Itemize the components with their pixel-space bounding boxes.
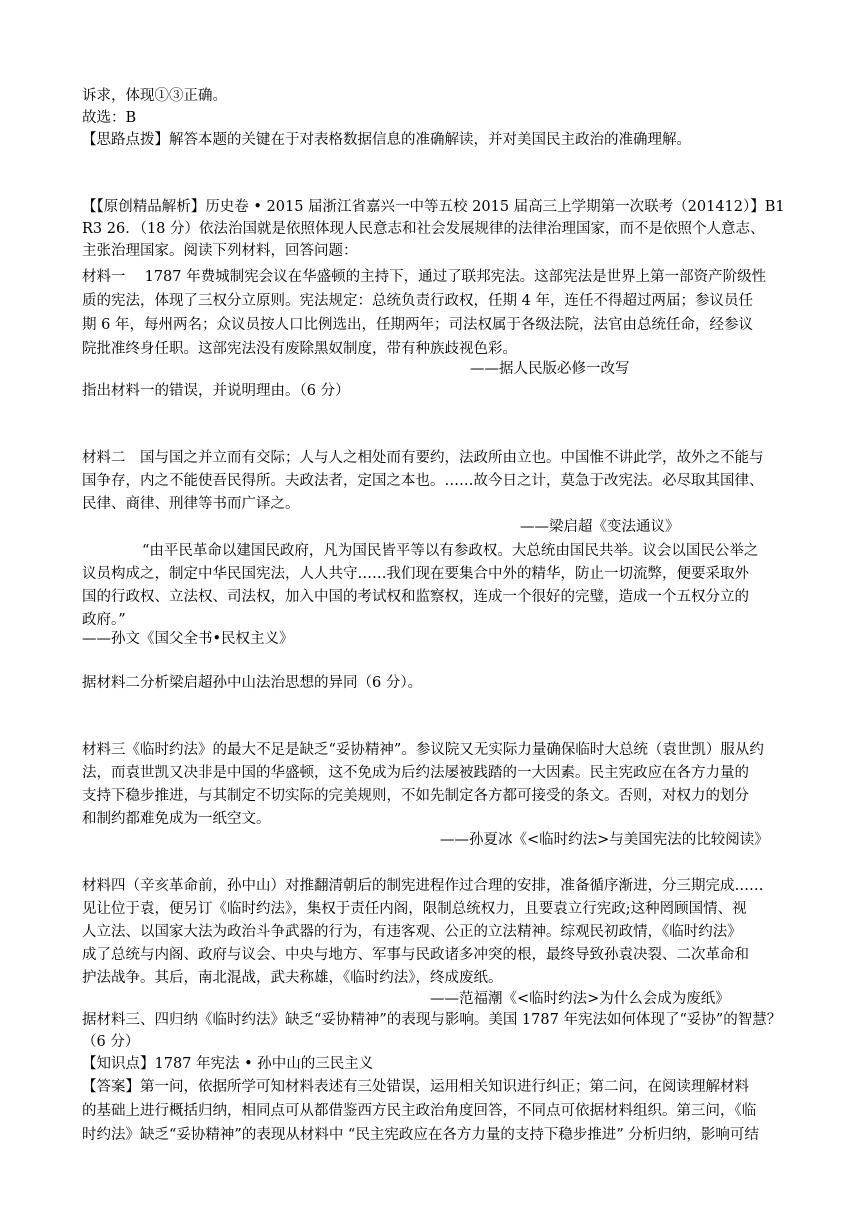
- answer-text: 时约法》缺乏“妥协精神”的表现从材料中 “民主宪政应在各方力量的支持下稳步推进” 分析归纳，影响可结: [82, 1127, 759, 1143]
- material-one: 院批准终身任职。这部宪法没有废除黑奴制度，带有种族歧视色彩。: [82, 341, 517, 357]
- material-three: 法，而袁世凯又决非是中国的华盛顿，这不免成为后约法屡被践踏的一大因素。民主宪政应在各方力量的: [82, 765, 749, 781]
- material-one: 期 6 年，每州两名；众议员按人口比例选出，任期两年；司法权属于各级法院，法官由总统任命，经参议: [82, 317, 753, 333]
- source-citation: ——孙文《国父全书•民权主义》: [82, 631, 294, 647]
- material-two: 国争存，内之不能使吾民得所。夫政法者，定国之本也。……故今日之计，莫急于改宪法。必尽取其国律、: [82, 473, 764, 489]
- material-four: 成了总统与内阁、政府与议会、中央与地方、军事与民政诸多冲突的根，最终导致孙袁决裂、二次革命和: [82, 947, 749, 963]
- text-line: 诉求，体现①③正确。: [82, 88, 227, 104]
- material-one: 材料一 1787 年费城制宪会议在华盛顿的主持下，通过了联邦宪法。这部宪法是世界上第一部资产阶级性: [82, 269, 767, 285]
- answer-text: 的基础上进行概括归纳，相同点可从都借鉴西方民主政治角度回答，不同点可依据材料组织。第三问，《临: [82, 1103, 757, 1119]
- question-prompt: 据材料二分析梁启超孙中山法治思想的异同（6 分）。: [82, 675, 423, 691]
- material-three: 材料三《临时约法》的最大不足是缺乏“妥协精神”。参议院又无实际力量确保临时大总统（袁世凯）服从约: [82, 742, 764, 758]
- material-two-quote: 政府。”: [82, 612, 126, 628]
- material-four: 人立法、以国家大法为政治斗争武器的行为，有违客观、公正的立法精神。综观民初政情，《临时约法》: [82, 924, 742, 940]
- source-citation: ——梁启超《变法通议》: [520, 519, 680, 535]
- material-three: 支持下稳步推进，与其制定不切实际的完美规则，不如先制定各方都可接受的条文。否则，对权力的划分: [82, 788, 749, 804]
- question-header: R3 26．（18 分）依法治国就是依照体现人民意志和社会发展规律的法律治理国家，而不是依照个人意志、: [82, 221, 765, 237]
- question-prompt: 据材料三、四归纳《临时约法》缺乏“妥协精神”的表现与影响。美国 1787 年宪法如何体现了“妥协”的智慧？: [82, 1012, 782, 1028]
- question-prompt: 指出材料一的错误，并说明理由。（6 分）: [82, 383, 350, 399]
- question-prompt: （6 分）: [82, 1034, 140, 1050]
- question-header: 【【原创精品解析】历史卷 • 2015 届浙江省嘉兴一中等五校 2015 届高三上学期第一次联考（201412）】B1: [82, 199, 785, 215]
- text-line: 故选：B: [82, 110, 137, 126]
- question-header: 主张治理国家。阅读下列材料，回答问题：: [82, 243, 358, 259]
- knowledge-point: 【知识点】1787 年宪法 • 孙中山的三民主义: [82, 1056, 374, 1072]
- material-one: 质的宪法，体现了三权分立原则。宪法规定：总统负责行政权，任期 4 年，连任不得超过两届；参议员任: [82, 293, 753, 309]
- material-four: 护法战争。其后，南北混战，武夫称雄，《临时约法》，终成废纸。: [82, 970, 503, 986]
- material-three: 和制约都难免成为一纸空文。: [82, 811, 271, 827]
- material-two: 材料二 国与国之并立而有交际；人与人之相处而有要约，法政所由立也。中国惟不讲此学，故外之不能与: [82, 450, 764, 466]
- source-citation: ——范福潮《<临时约法>为什么会成为废纸》: [430, 991, 730, 1007]
- material-two-quote: 国的行政权、立法权、司法权，加入中国的考试权和监察权，连成一个很好的完璧，造成一个五权分立的: [82, 589, 749, 605]
- text-line: 【思路点拨】解答本题的关键在于对表格数据信息的准确解读，并对美国民主政治的准确理解。: [82, 132, 691, 148]
- material-four: 见让位于袁，便另订《临时约法》，集权于责任内阁，限制总统权力，且要袁立行宪政;这种罔顾国情、视: [82, 901, 747, 917]
- material-two-quote: “由平民革命以建国民政府，凡为国民皆平等以有参政权。大总统由国民共举。议会以国民公举之: [142, 543, 759, 559]
- material-four: 材料四（辛亥革命前，孙中山）对推翻清朝后的制宪进程作过合理的安排，准备循序渐进，分三期完成……: [82, 878, 764, 894]
- source-citation: ——孙夏冰《<临时约法>与美国宪法的比较阅读》: [440, 832, 769, 848]
- source-citation: ——据人民版必修一改写: [470, 361, 630, 377]
- material-two: 民律、商律、刑律等书而广译之。: [82, 496, 300, 512]
- material-two-quote: 议员构成之，制定中华民国宪法，人人共守……我们现在要集合中外的精华，防止一切流弊，便要采取外: [82, 566, 749, 582]
- answer-text: 【答案】第一问，依据所学可知材料表述有三处错误，运用相关知识进行纠正；第二问，在阅读理解材料: [82, 1079, 749, 1095]
